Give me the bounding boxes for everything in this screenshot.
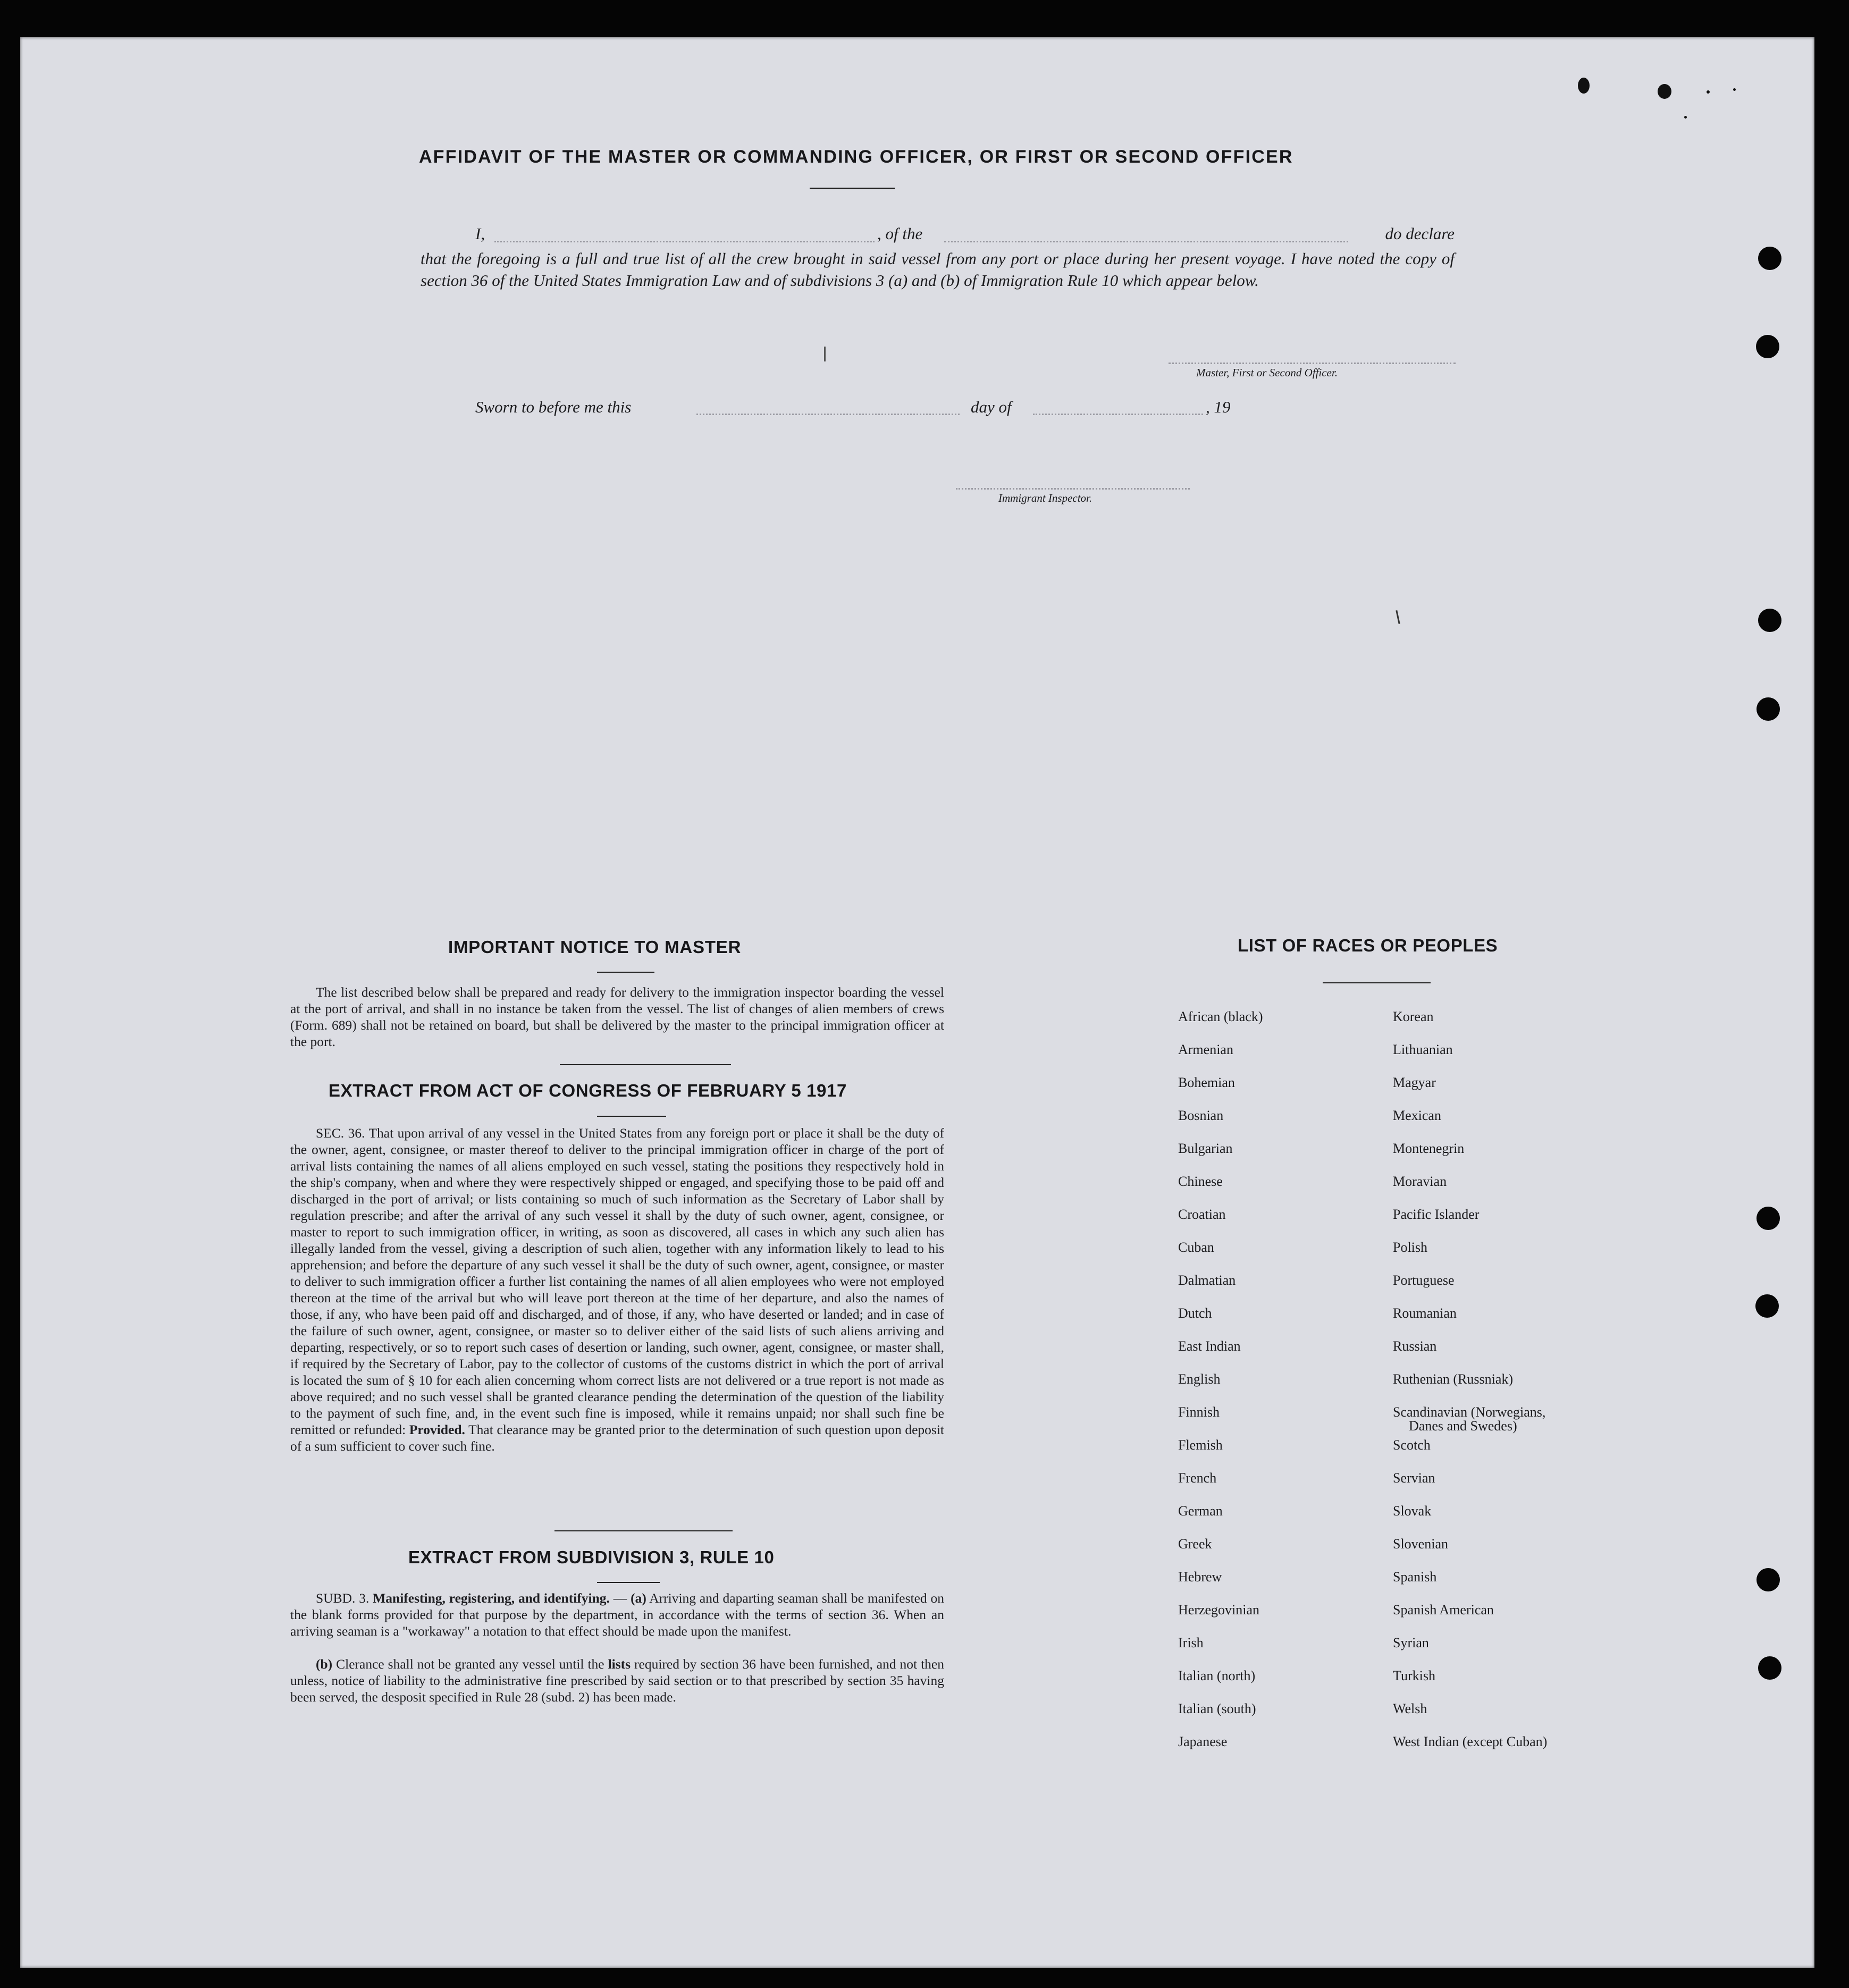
- race-item: [1393, 1142, 1547, 1175]
- race-label: English: [1178, 1371, 1221, 1387]
- race-item: [1393, 1372, 1547, 1405]
- rule-a-dash: —: [609, 1590, 631, 1606]
- race-label: Chinese: [1178, 1174, 1223, 1189]
- race-label: Pacific Islander: [1393, 1207, 1480, 1222]
- race-label: Russian: [1393, 1338, 1437, 1354]
- affidavit-declare: do declare: [1385, 224, 1455, 243]
- master-signature-caption: Master, First or Second Officer.: [1196, 366, 1338, 379]
- rule-a-body: Arriving and daparting seaman shall be manifested on the blank forms provided for that purpose by the department, in accordance with the terms of section 36. When an arriving seaman is a "workaway" a notation to that effect should be made upon the manifest.: [290, 1590, 945, 1639]
- corner-speck: [1658, 84, 1671, 99]
- race-label: Polish: [1393, 1240, 1428, 1255]
- race-item: [1178, 1274, 1263, 1307]
- race-item: [1178, 1043, 1263, 1076]
- corner-speck: [1578, 78, 1590, 94]
- race-label: East Indian: [1178, 1338, 1241, 1354]
- race-label: Dutch: [1178, 1305, 1212, 1321]
- binder-hole: [1758, 247, 1781, 270]
- race-item: [1178, 1307, 1263, 1340]
- race-label: Portuguese: [1393, 1273, 1455, 1288]
- race-item: [1178, 1438, 1263, 1471]
- race-item: [1393, 1735, 1547, 1768]
- race-item: [1178, 1175, 1263, 1208]
- race-label: Armenian: [1178, 1042, 1233, 1057]
- race-item: [1393, 1438, 1547, 1471]
- race-label: Servian: [1393, 1470, 1435, 1486]
- race-item: [1178, 1208, 1263, 1241]
- rule-title-rule: [597, 1582, 660, 1583]
- race-label: West Indian (except Cuban): [1393, 1734, 1548, 1749]
- race-item: [1393, 1471, 1547, 1504]
- notice-body: The list described below shall be prepared and ready for delivery to the immigration inspector boarding the vessel at the port of arrival, and shall in no instance be taken from the vessel. The list of changes of alien members of crews (Form. 689) shall not be retained on board, but shall be delivered by the master to the principal immigration officer at the port.: [290, 984, 944, 1049]
- rule-b-pre: Clerance shall not be granted any vessel until the: [332, 1656, 608, 1672]
- act-body-pre: SEC. 36. That upon arrival of any vessel in the United States from any foreign port or place it shall be the duty of the owner, agent, consignee, or master thereof to deliver to the principal immigration officer in charge of the port of arrival lists containing the names of all aliens employed en such vessel, stating the positions they respectively hold in the ship's company, when and where they were respectively shipped or engaged, and specifying those to be paid off and discharged in the port of arrival; or lists containing so much of such information as the Secretary of Labor shall by regulation prescribe; and after the arrival of any such vessel it shall by the duty of such owner, agent, consignee, or master to report to such immigration officer, in writing, as soon as discovered, all cases in which any such alien has illegally landed from the vessel, giving a description of such alien, together with any information likely to lead to his apprehension; and before the departure of any such vessel it shall be the duty of such owner, agent, consignee, or master to deliver to such immigration officer a further list containing the names of all alien employees who were not employed thereon at the time of the arrival but who will leave port thereon at the time of her departure, and also the names of those, if any, who have been paid off and discharged, and of those, if any, who have deserted or landed; and in case of the failure of such owner, agent, consignee, or master so to deliver either of the said lists of such aliens arriving and departing, respectively, or so to report such cases of desertion or landing, such owner, agent, consignee, or master shall, if required by the Secretary of Labor, pay to the collector of customs of the customs district in which the port of arrival is located the sum of § 10 for each alien concerning whom correct lists are not delivered or a true report is not made as above required; and no such vessel shall be granted clearance pending the determination of the question of the liability to the payment of such fine, and, in the event such fine is imposed, while it remains unpaid; nor shall such fine be remitted or refunded:: [290, 1125, 944, 1437]
- affidavit-vessel-blank[interactable]: [944, 241, 1348, 242]
- race-item: [1393, 1570, 1547, 1603]
- race-label: Spanish: [1393, 1569, 1437, 1585]
- race-label: Italian (north): [1178, 1668, 1256, 1683]
- race-label-continuation: Danes and Swedes): [1409, 1418, 1517, 1434]
- signature-tick: [824, 347, 826, 361]
- affidavit-of-the: , of the: [877, 224, 923, 243]
- race-label: Syrian: [1393, 1635, 1429, 1650]
- race-item: [1393, 1274, 1547, 1307]
- notice-title: IMPORTANT NOTICE TO MASTER: [448, 937, 742, 957]
- race-item: [1178, 1405, 1263, 1438]
- race-label: Turkish: [1393, 1668, 1435, 1683]
- race-label: Roumanian: [1393, 1305, 1457, 1321]
- race-item: [1393, 1702, 1547, 1735]
- races-title-rule: [1323, 982, 1431, 983]
- rule-title: EXTRACT FROM SUBDIVISION 3, RULE 10: [408, 1547, 775, 1567]
- binder-hole: [1756, 1207, 1780, 1230]
- race-item: [1393, 1636, 1547, 1669]
- race-item: [1393, 1340, 1547, 1372]
- binder-hole: [1756, 335, 1779, 358]
- race-label: Slovenian: [1393, 1536, 1448, 1552]
- race-label: Scotch: [1393, 1437, 1431, 1453]
- race-item: [1178, 1471, 1263, 1504]
- race-item: [1178, 1076, 1263, 1109]
- binder-hole: [1756, 697, 1780, 721]
- race-item: [1393, 1504, 1547, 1537]
- affidavit-title: AFFIDAVIT OF THE MASTER OR COMMANDING OFFICER, OR FIRST OR SECOND OFFICER: [419, 147, 1293, 167]
- race-label: Finnish: [1178, 1404, 1220, 1420]
- binder-hole: [1758, 1656, 1781, 1680]
- corner-speck: [1684, 116, 1687, 119]
- affidavit-name-blank[interactable]: [494, 241, 875, 242]
- race-item: [1178, 1735, 1263, 1768]
- act-title-rule: [597, 1116, 666, 1117]
- rule-subd-b: [290, 1656, 944, 1705]
- race-label: Welsh: [1393, 1701, 1427, 1716]
- affidavit-body: that the foregoing is a full and true list of all the crew brought in said vessel from any port or place during her present voyage. I have noted the copy of section 36 of the United States Immigration Law and of subdivisions 3 (a) and (b) of Immigration Rule 10 which appear below.: [421, 249, 1455, 290]
- race-item: [1393, 1307, 1547, 1340]
- stray-mark: [1396, 610, 1400, 624]
- race-label: Greek: [1178, 1536, 1212, 1552]
- race-item: [1178, 1636, 1263, 1669]
- race-label: Herzegovinian: [1178, 1602, 1260, 1618]
- rule-a-label: (a): [631, 1590, 646, 1606]
- act-section-36: [290, 1125, 944, 1454]
- race-label: Bulgarian: [1178, 1141, 1233, 1156]
- race-label: Scandinavian (Norwegians,: [1393, 1404, 1546, 1420]
- race-item: [1178, 1372, 1263, 1405]
- race-item: [1178, 1537, 1263, 1570]
- race-label: Mexican: [1393, 1108, 1441, 1123]
- races-right-column: [1393, 1010, 1547, 1768]
- race-item: [1393, 1537, 1547, 1570]
- master-signature-line[interactable]: [1169, 363, 1456, 364]
- affidavit-i: I,: [475, 224, 485, 243]
- race-item: [1178, 1340, 1263, 1372]
- race-item: [1393, 1043, 1547, 1076]
- race-label: Korean: [1393, 1009, 1434, 1024]
- races-title: LIST OF RACES OR PEOPLES: [1238, 936, 1498, 955]
- corner-speck: [1707, 90, 1710, 94]
- race-item: [1393, 1241, 1547, 1274]
- act-provided: Provided.: [409, 1422, 465, 1437]
- race-label: Montenegrin: [1393, 1141, 1465, 1156]
- race-label: Bosnian: [1178, 1108, 1224, 1123]
- race-label: Lithuanian: [1393, 1042, 1453, 1057]
- race-item: [1393, 1175, 1547, 1208]
- rule-a-prefix: SUBD. 3.: [316, 1590, 373, 1606]
- race-item: [1178, 1669, 1263, 1702]
- race-item: [1393, 1076, 1547, 1109]
- race-label: Magyar: [1393, 1075, 1436, 1090]
- year-label: , 19: [1206, 398, 1231, 416]
- race-item: [1178, 1142, 1263, 1175]
- sworn-day-blank[interactable]: [696, 414, 960, 415]
- race-label: Dalmatian: [1178, 1273, 1236, 1288]
- race-item: [1178, 1603, 1263, 1636]
- race-label: Irish: [1178, 1635, 1204, 1650]
- race-item: [1393, 1603, 1547, 1636]
- sworn-label: Sworn to before me this: [475, 398, 632, 416]
- form-page: [20, 37, 1814, 1968]
- notice-separator: [560, 1064, 731, 1065]
- races-left-column: [1178, 1010, 1263, 1768]
- race-label: German: [1178, 1503, 1223, 1519]
- binder-hole: [1756, 1568, 1780, 1591]
- race-label: Moravian: [1393, 1174, 1447, 1189]
- act-body-post: That clearance may be granted prior to the determination of such question upon deposit of a sum sufficient to cover such fine.: [290, 1422, 944, 1454]
- notice-title-rule: [597, 972, 654, 973]
- race-label: Bohemian: [1178, 1075, 1235, 1090]
- rule-a-heading: Manifesting, registering, and identifying.: [373, 1590, 610, 1606]
- race-item: [1178, 1241, 1263, 1274]
- race-item: [1393, 1208, 1547, 1241]
- rule-b-post: required by section 36 have been furnished, and not then unless, notice of liability to the administrative fine prescribed by said section or to that prescribed by section 35 having been served, the desposit specified in Rule 28 (subd. 2) has been made.: [290, 1656, 944, 1705]
- race-item: [1393, 1010, 1547, 1043]
- race-label: Italian (south): [1178, 1701, 1256, 1716]
- inspector-signature-line[interactable]: [956, 488, 1190, 490]
- race-item: [1178, 1504, 1263, 1537]
- race-item: [1393, 1109, 1547, 1142]
- rule-b-lists: lists: [608, 1656, 631, 1672]
- corner-speck: [1733, 88, 1736, 91]
- race-item: [1178, 1109, 1263, 1142]
- affidavit-title-rule: [810, 188, 895, 189]
- race-label: Flemish: [1178, 1437, 1223, 1453]
- race-label: Spanish American: [1393, 1602, 1494, 1618]
- race-label: African (black): [1178, 1009, 1263, 1024]
- race-item: [1393, 1405, 1547, 1438]
- race-label: French: [1178, 1470, 1217, 1486]
- binder-hole: [1755, 1294, 1779, 1318]
- race-item: [1178, 1010, 1263, 1043]
- sworn-month-blank[interactable]: [1033, 414, 1203, 415]
- inspector-caption: Immigrant Inspector.: [998, 492, 1092, 504]
- race-item: [1178, 1570, 1263, 1603]
- race-label: Hebrew: [1178, 1569, 1222, 1585]
- race-item: [1393, 1669, 1547, 1702]
- rule-subd-a: [290, 1590, 944, 1639]
- race-item: [1178, 1702, 1263, 1735]
- act-title: EXTRACT FROM ACT OF CONGRESS OF FEBRUARY 5 1917: [329, 1081, 847, 1100]
- race-label: Slovak: [1393, 1503, 1432, 1519]
- rule-b-label: (b): [316, 1656, 333, 1672]
- act-separator: [554, 1530, 733, 1531]
- binder-hole: [1758, 609, 1781, 632]
- race-label: Croatian: [1178, 1207, 1226, 1222]
- race-label: Cuban: [1178, 1240, 1214, 1255]
- race-label: Ruthenian (Russniak): [1393, 1371, 1514, 1387]
- race-label: Japanese: [1178, 1734, 1228, 1749]
- day-of-label: day of: [971, 398, 1012, 416]
